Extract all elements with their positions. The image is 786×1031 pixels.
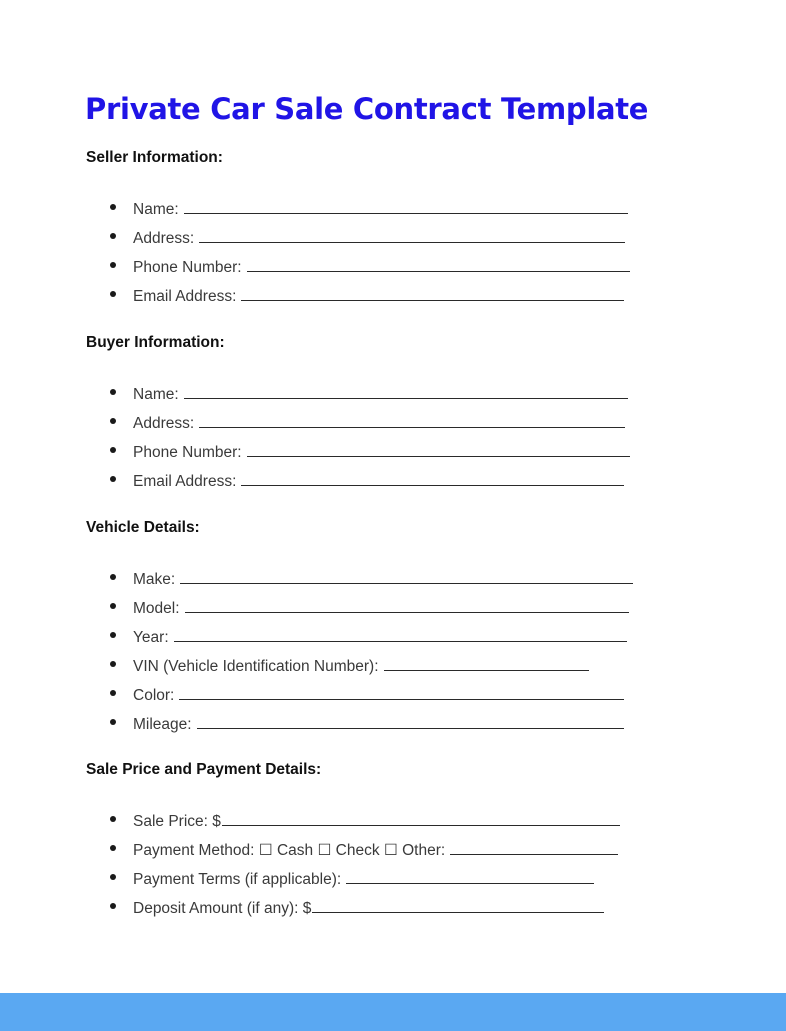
sale-field-list [0, 810, 620, 926]
bullet-icon [110, 845, 116, 851]
sale-section-heading: Sale Price and Payment Details: [86, 761, 322, 778]
sale-price-item [0, 810, 620, 839]
bullet-icon [110, 291, 116, 297]
vehicle-field-list [0, 568, 633, 742]
sale-price-label: Sale Price: $ [133, 813, 221, 830]
buyer-field-list [0, 383, 630, 499]
buyer-address-label: Address: [133, 415, 195, 432]
vehicle-section-heading: Vehicle Details: [86, 519, 200, 536]
vehicle-vin-item [0, 655, 633, 684]
buyer-name-label: Name: [133, 386, 179, 403]
payment-method-blank[interactable] [450, 839, 618, 855]
vehicle-make-label: Make: [133, 571, 176, 588]
buyer-email-label: Email Address: [133, 473, 237, 490]
seller-name-blank[interactable] [184, 198, 628, 214]
seller-phone-blank[interactable] [247, 256, 630, 272]
buyer-section-heading: Buyer Information: [86, 334, 225, 351]
payment-terms-label: Payment Terms (if applicable): [133, 871, 342, 888]
vehicle-mileage-blank[interactable] [197, 713, 624, 729]
bullet-icon [110, 204, 116, 210]
vehicle-color-label: Color: [133, 687, 175, 704]
bullet-icon [110, 903, 116, 909]
payment-terms-item [0, 868, 620, 897]
vehicle-vin-label: VIN (Vehicle Identification Number): [133, 658, 379, 675]
buyer-address-blank[interactable] [199, 412, 625, 428]
buyer-email-blank[interactable] [241, 470, 624, 486]
bullet-icon [110, 632, 116, 638]
seller-field-list [0, 198, 630, 314]
bullet-icon [110, 447, 116, 453]
payment-terms-blank[interactable] [346, 868, 594, 884]
seller-email-blank[interactable] [241, 285, 624, 301]
seller-address-item [0, 227, 630, 256]
seller-address-blank[interactable] [199, 227, 625, 243]
vehicle-color-item [0, 684, 633, 713]
seller-section-heading: Seller Information: [86, 149, 223, 166]
seller-phone-label: Phone Number: [133, 259, 242, 276]
vehicle-year-label: Year: [133, 629, 169, 646]
bullet-icon [110, 603, 116, 609]
bullet-icon [110, 690, 116, 696]
vehicle-mileage-item [0, 713, 633, 742]
seller-email-item [0, 285, 630, 314]
bullet-icon [110, 476, 116, 482]
payment-method-label: Payment Method: ☐ Cash ☐ Check ☐ Other: [133, 842, 446, 859]
bullet-icon [110, 874, 116, 880]
buyer-name-blank[interactable] [184, 383, 628, 399]
vehicle-year-item [0, 626, 633, 655]
footer-bar [0, 993, 786, 1031]
buyer-name-item [0, 383, 630, 412]
bullet-icon [110, 233, 116, 239]
seller-name-item [0, 198, 630, 227]
deposit-amount-blank[interactable] [312, 897, 604, 913]
vehicle-year-blank[interactable] [174, 626, 627, 642]
buyer-phone-blank[interactable] [247, 441, 630, 457]
bullet-icon [110, 816, 116, 822]
vehicle-make-blank[interactable] [180, 568, 633, 584]
seller-name-label: Name: [133, 201, 179, 218]
buyer-phone-label: Phone Number: [133, 444, 242, 461]
sale-price-blank[interactable] [222, 810, 620, 826]
payment-method-item [0, 839, 620, 868]
vehicle-vin-blank[interactable] [384, 655, 589, 671]
vehicle-model-blank[interactable] [185, 597, 629, 613]
bullet-icon [110, 661, 116, 667]
deposit-amount-label: Deposit Amount (if any): $ [133, 900, 312, 917]
bullet-icon [110, 389, 116, 395]
seller-address-label: Address: [133, 230, 195, 247]
bullet-icon [110, 719, 116, 725]
bullet-icon [110, 262, 116, 268]
buyer-email-item [0, 470, 630, 499]
document-title: Private Car Sale Contract Template [85, 92, 649, 126]
vehicle-color-blank[interactable] [179, 684, 624, 700]
seller-phone-item [0, 256, 630, 285]
seller-email-label: Email Address: [133, 288, 237, 305]
buyer-phone-item [0, 441, 630, 470]
vehicle-make-item [0, 568, 633, 597]
vehicle-model-item [0, 597, 633, 626]
vehicle-mileage-label: Mileage: [133, 716, 192, 733]
buyer-address-item [0, 412, 630, 441]
bullet-icon [110, 418, 116, 424]
deposit-amount-item [0, 897, 620, 926]
vehicle-model-label: Model: [133, 600, 180, 617]
bullet-icon [110, 574, 116, 580]
